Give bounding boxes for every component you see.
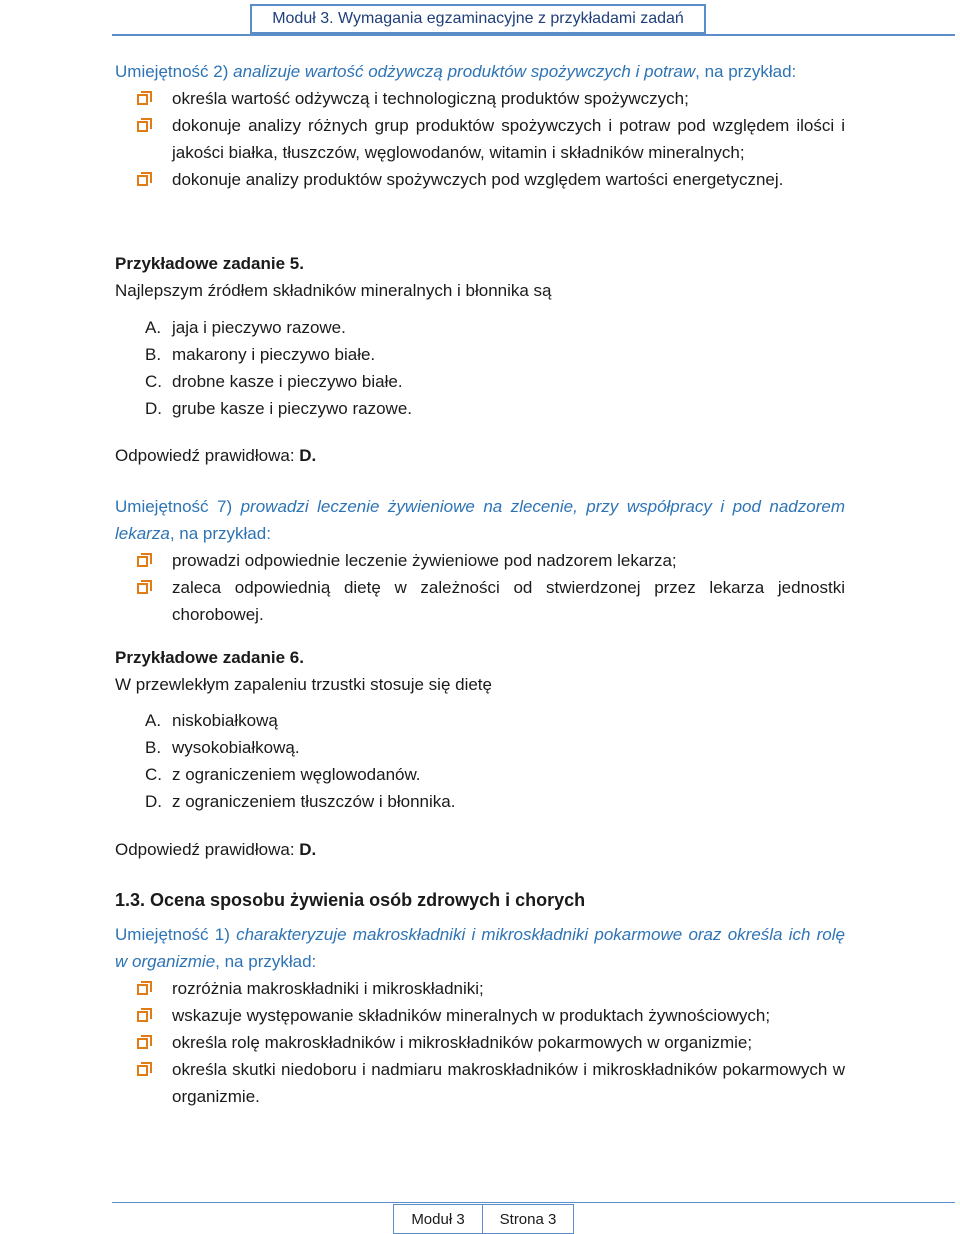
option-a: A. jaja i pieczywo razowe. xyxy=(145,318,346,337)
section-heading: 1.3. Ocena sposobu żywienia osób zdrowych i chorych xyxy=(115,890,586,910)
section-skill-7 xyxy=(115,493,845,628)
option-b: B. makarony i pieczywo białe. xyxy=(145,345,376,364)
checkbox-bullet-icon xyxy=(137,1062,152,1077)
task-title: Przykładowe zadanie 6. xyxy=(115,648,304,667)
skill-heading: Umiejętność 1) charakteryzuje makroskładniki i mikroskładniki pokarmowe oraz określa ich rolę w organizmie, na przykład: xyxy=(115,925,845,971)
list-item: prowadzi odpowiednie leczenie żywieniowe pod nadzorem lekarza; xyxy=(115,547,845,574)
task-6-answer: Odpowiedź prawidłowa: D. xyxy=(115,840,317,859)
list-item: określa wartość odżywczą i technologiczną produktów spożywczych; xyxy=(115,85,845,112)
option-d: D. z ograniczeniem tłuszczów i błonnika. xyxy=(145,792,456,811)
task-5 xyxy=(115,250,845,304)
task-question: W przewlekłym zapaleniu trzustki stosuje się dietę xyxy=(115,675,492,694)
list-item: rozróżnia makroskładniki i mikroskładniki; xyxy=(115,975,845,1002)
checkbox-bullet-icon xyxy=(137,1008,152,1023)
option-c: C. z ograniczeniem węglowodanów. xyxy=(145,765,421,784)
section-skill-2 xyxy=(115,58,845,193)
list-item: zaleca odpowiednią dietę w zależności od stwierdzonej przez lekarza jednostki chorobowej. xyxy=(115,574,845,628)
header-rule xyxy=(112,34,955,36)
task-5-options xyxy=(115,314,845,422)
task-6-options xyxy=(115,707,845,815)
header-title: Moduł 3. Wymagania egzaminacyjne z przykładami zadań xyxy=(250,4,706,34)
section-1-3 xyxy=(115,887,845,914)
checkbox-bullet-icon xyxy=(137,91,152,106)
checkbox-bullet-icon xyxy=(137,981,152,996)
list-item: dokonuje analizy produktów spożywczych pod względem wartości energetycznej. xyxy=(115,166,845,193)
task-title: Przykładowe zadanie 5. xyxy=(115,254,304,273)
list-item: dokonuje analizy różnych grup produktów spożywczych i potraw pod względem ilości i jakości białka, tłuszczów, węglowodanów, witamin i składników mineralnych; xyxy=(115,112,845,166)
footer-page-number: Strona 3 xyxy=(482,1204,574,1234)
footer-module: Moduł 3 xyxy=(393,1204,483,1234)
option-c: C. drobne kasze i pieczywo białe. xyxy=(145,372,403,391)
checkbox-bullet-icon xyxy=(137,172,152,187)
task-question: Najlepszym źródłem składników mineralnych i błonnika są xyxy=(115,281,552,300)
option-a: A. niskobiałkową xyxy=(145,711,278,730)
footer-rule xyxy=(112,1202,955,1203)
option-d: D. grube kasze i pieczywo razowe. xyxy=(145,399,413,418)
checkbox-bullet-icon xyxy=(137,118,152,133)
checkbox-bullet-icon xyxy=(137,553,152,568)
list-item: określa rolę makroskładników i mikroskładników pokarmowych w organizmie; xyxy=(115,1029,845,1056)
list-item: określa skutki niedoboru i nadmiaru makroskładników i mikroskładników pokarmowych w organizmie. xyxy=(115,1056,845,1110)
footer xyxy=(393,1204,574,1234)
option-b: B. wysokobiałkową. xyxy=(145,738,300,757)
section-skill-1 xyxy=(115,921,845,1110)
task-6 xyxy=(115,644,845,698)
checkbox-bullet-icon xyxy=(137,1035,152,1050)
skill-heading: Umiejętność 7) prowadzi leczenie żywieniowe na zlecenie, przy współpracy i pod nadzorem lekarza, na przykład: xyxy=(115,497,845,543)
skill-heading: Umiejętność 2) analizuje wartość odżywczą produktów spożywczych i potraw, na przykład: xyxy=(115,62,797,81)
checkbox-bullet-icon xyxy=(137,580,152,595)
list-item: wskazuje występowanie składników mineralnych w produktach żywnościowych; xyxy=(115,1002,845,1029)
task-5-answer: Odpowiedź prawidłowa: D. xyxy=(115,446,317,465)
